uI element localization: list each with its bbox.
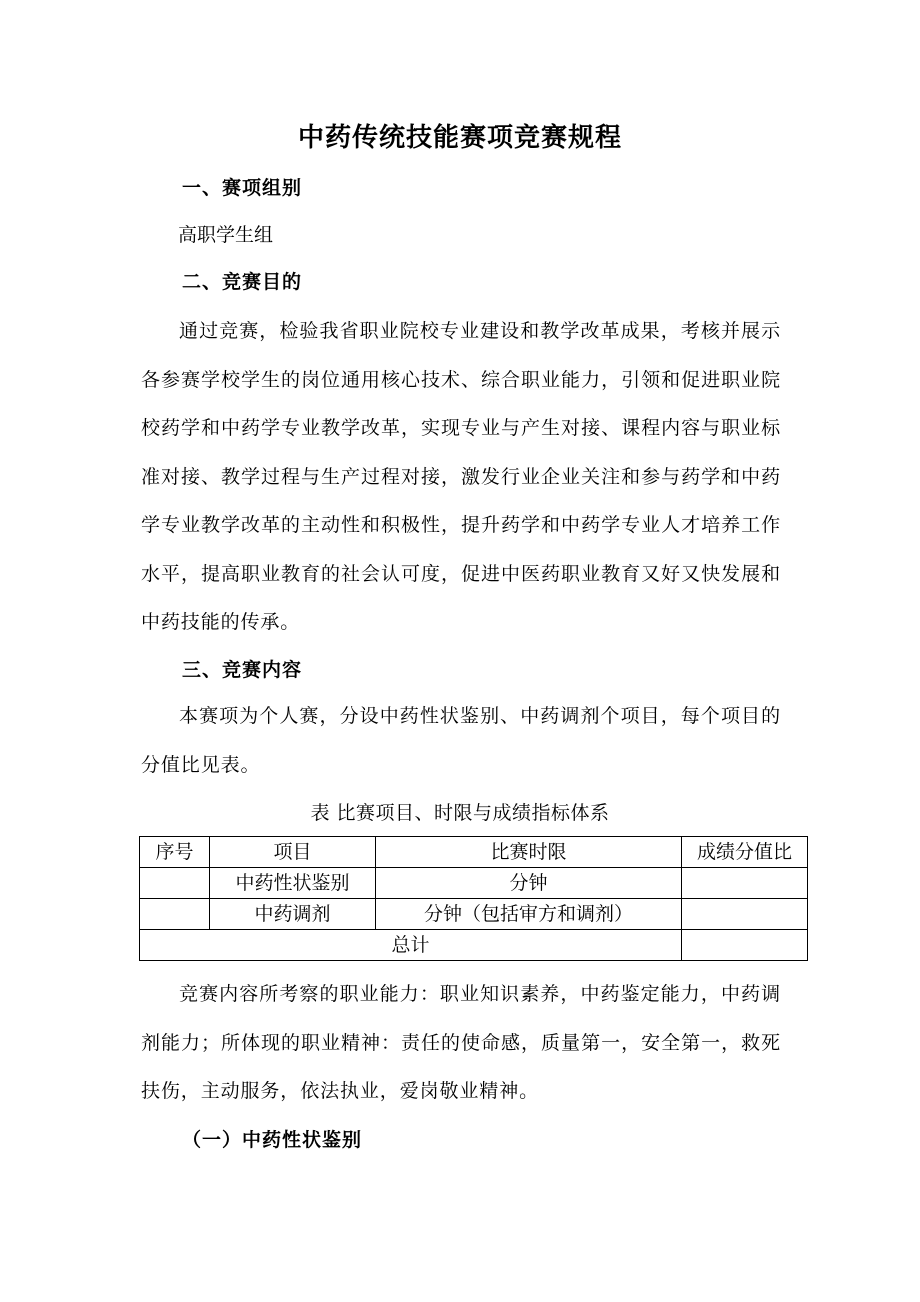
section-heading-content: 三、竞赛内容 (182, 659, 303, 681)
header-score-ratio: 成绩分值比 (682, 837, 808, 868)
total-value (682, 930, 808, 961)
table-row (140, 868, 808, 899)
row-index (140, 868, 210, 899)
purpose-paragraph: 通过竞赛，检验我省职业院校专业建设和教学改革成果，考核并展示各参赛学校学生的岗位通用核心技术、综合职业能力，引领和促进职业院校药学和中药学专业教学改革，实现专业与产生对接、课程内容与职业标准对接、教学过程与生产过程对接，激发行业企业关注和参与药学和中药学专业教学改革的主动性和积极性，提升药学和中药学专业人才培养工作水平，提高职业教育的社会认可度，促进中医药职业教育又好又快发展和中药技能的传承。 (141, 320, 781, 633)
table-row (140, 899, 808, 930)
total-label: 总计 (140, 930, 682, 961)
row-item: 中药调剂 (210, 899, 376, 930)
group-text: 高职学生组 (178, 224, 274, 246)
header-item: 项目 (210, 837, 376, 868)
content-paragraph: 本赛项为个人赛，分设中药性状鉴别、中药调剂个项目，每个项目的分值比见表。 (141, 705, 781, 776)
row-score-ratio (682, 899, 808, 930)
row-index (140, 899, 210, 930)
row-time-limit: 分钟（包括审方和调剂） (376, 899, 682, 930)
subsection-heading-identification: （一）中药性状鉴别 (182, 1129, 363, 1151)
section-heading-purpose: 二、竞赛目的 (182, 271, 303, 293)
row-time-limit: 分钟 (376, 868, 682, 899)
table-total-row (140, 930, 808, 961)
document-title: 中药传统技能赛项竞赛规程 (297, 123, 622, 153)
table-header-row (140, 837, 808, 868)
header-index: 序号 (140, 837, 210, 868)
row-score-ratio (682, 868, 808, 899)
score-table (139, 836, 808, 961)
row-item: 中药性状鉴别 (210, 868, 376, 899)
table-caption: 表 比赛项目、时限与成绩指标体系 (310, 802, 610, 824)
header-time-limit: 比赛时限 (376, 837, 682, 868)
section-heading-group: 一、赛项组别 (182, 177, 303, 199)
abilities-paragraph: 竞赛内容所考察的职业能力：职业知识素养，中药鉴定能力，中药调剂能力；所体现的职业精神：责任的使命感，质量第一，安全第一，救死扶伤，主动服务，依法执业，爱岗敬业精神。 (141, 983, 781, 1102)
